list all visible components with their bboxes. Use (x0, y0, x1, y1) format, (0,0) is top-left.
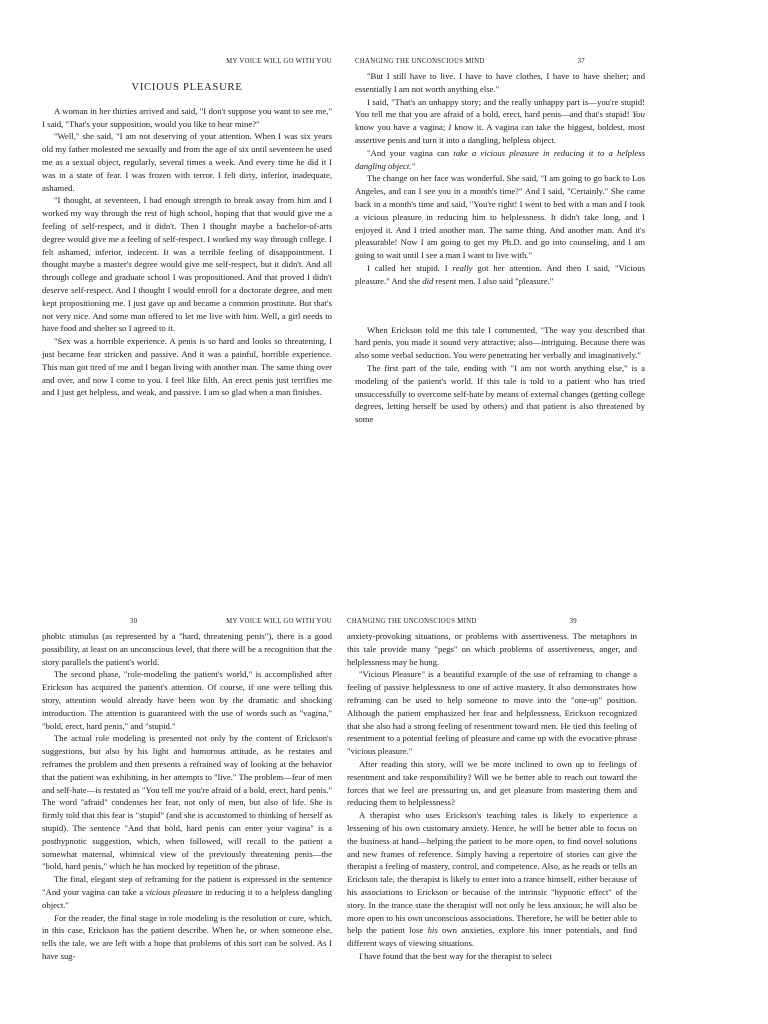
paragraph: I have found that the best way for the therapist to select (359, 950, 552, 961)
running-header (355, 56, 645, 70)
paragraph: After reading this story, will we be more inclined to own up to feelings of resentment and take responsibility? Will we be better able to reach out toward the forces that we feel are pressuring us, and get pleasure from mastering them and reducing them to helplessness? (347, 758, 637, 808)
paragraph: I said, "That's an unhappy story; and the really unhappy part is—you're stupid! You tell me that you are afraid of a bold, erect, hard penis—and that's stupid! You know you have a vagina; I know it. A vagina can take the biggest, boldest, most assertive penis and turn it into a dangling, helpless object. (355, 96, 645, 145)
paragraph: "Vicious Pleasure" is a beautiful example of the use of reframing to change a feeling of passive helplessness to one of active mastery. It also demonstrates how reframing can be used to help someone to move into the "one-up" position. Although the patient emphasized her fear and helplessness, Erickson recognized that she also had a strong feeling of resentment toward men. He tied this feeling of resentment to a potential feeling of pleasure and came up with the evocative phrase "vicious pleasure." (347, 669, 637, 757)
paragraph: phobic stimulus (as represented by a "hard, threatening penis"), there is a good possibility, at least on an unconscious level, that there will be a recognition that the story parallels the patient's world. (42, 631, 332, 667)
paragraph: "And your vagina can take a vicious pleasure in reducing it to a helpless dangling object." (355, 147, 645, 171)
section-gap (355, 288, 645, 324)
page-number: 37 (577, 58, 585, 65)
running-header (347, 616, 637, 630)
header-text: CHANGING THE UNCONSCIOUS MIND (347, 618, 477, 625)
paragraph: The actual role modeling is presented not only by the content of Erickson's suggestions, but also by his light and humorous attitude, as he restates and reframes the problem and then presents a refrained way of looking at the behavior that the patient was exhibiting, in her attempts to "live." The problem—fear of men and self-hate—is restated as "You tell me you're afraid of a bold, erect, hard penis." The word "afraid" condenses her fear, not only of men, but also of life. She is firmly told that this fear is "stupid" (and she is accustomed to thinking of herself as stupid). The sentence "And that bold, hard penis can enter your vagina" is a posthypnotic suggestion, which, when followed, will recall to the patient a somewhat maternal, whimsical view of the previously threatening penis—the "bold, hard penis," which he has mocked by repetition of the phrase. (42, 733, 332, 872)
running-header (42, 616, 332, 630)
paragraph: The change on her face was wonderful. She said, "I am going to go back to Los Angeles, and can I see you in a month's time?" And I said, "Certainly." She came back in a month's time and said, "You're right! I went to bed with a man and I took a vicious pleasure in reducing him to helplessness. It didn't take long, and I enjoyed it. And I tried another man. The same thing. And another man. And it's pleasurable! Now I am going to get my Ph.D. and go into counseling, and I am going to wait until I see a man I want to live with." (355, 173, 645, 261)
header-text: MY VOICE WILL GO WITH YOU (226, 618, 332, 625)
paragraph: When Erickson told me this tale I commented, "The way you described that hard penis, you made it sound very attractive; also—intriguing. Because there was also some verbal seduction. You were penetrating her verbally and imaginatively." (355, 324, 645, 361)
header-text: CHANGING THE UNCONSCIOUS MIND (355, 58, 485, 65)
paragraph: I called her stupid. I really got her attention. And then I said, "Vicious pleasure." And she did resent men. I also said "pleasure." (355, 262, 645, 286)
section-title: VICIOUS PLEASURE (131, 82, 243, 93)
paragraph: The first part of the tale, ending with "I am not worth anything else," is a modeling of the patient's world. If this tale is told to a patient who has tried unsuccessfully to overcome self-hate by means of external changes (getting college degrees, letting herself be used by others) and that patient is also threatened by some (355, 362, 645, 425)
page-top-right (355, 56, 645, 496)
paragraph: "Sex was a horrible experience. A penis is so hard and looks so threatening, I just became fear stricken and passive. And it was a painful, horrible experience. This man got tired of me and I began living with another man. The same thing over and over, and now I come to you. I feel like filth. An erect penis just terrifies me and I just get helpless, and weak, and passive. I am so glad when a man finishes. (42, 336, 332, 398)
paragraph: For the reader, the final stage in role modeling is the resolution or cure, which, in this case, Erickson has the patient describe. When he, or when someone else, tells the tale, we are left with a hope that problems of this sort can be solved. As I have sug- (42, 912, 332, 961)
page-number: 30 (130, 618, 138, 625)
paragraph: "I thought, at seventeen, I had enough strength to break away from him and I worked my way through the rest of high school, hoping that that would give me a feeling of self-respect, and it didn't. Then I thought maybe a bachelor-of-arts degree would give me a feeling of self-respect. I worked my way through college. I felt ashamed, inferior, indecent. It was a terrible feeling of disappointment. I thought maybe a master's degree would give me self-respect, but it didn't. And all through college and graduate school I was propositioned. And that proved I didn't deserve self-respect. And I thought I would enroll for a doctorate degree, and men kept propositioning me. I just gave up and became a common prostitute. But that's not very nice. And some man offered to let me live with him. Well, a girl needs to have food and shelter so I agreed to it. (42, 195, 332, 334)
running-header (42, 56, 332, 70)
paragraph: A woman in her thirties arrived and said, "I don't suppose you want to see me," I said, "That's your supposition, would you like to hear mine?" (42, 105, 332, 129)
paragraph: The second phase, "role-modeling the patient's world," is accomplished after Erickson has acquired the patient's attention. Of course, if one were telling this story, attention would already have been won by the dramatic and shocking introduction. The attention is guaranteed with the use of words such as "vagina," "bold, erect, hard penis," and "stupid." (42, 669, 332, 731)
paragraph: The final, elegant step of reframing for the patient is expressed in the sentence "And your vagina can take a vicious pleasure in reducing it to a helpless dangling object." (42, 874, 332, 910)
paragraph: "Well," she said, "I am not deserving of your attention. When I was six years old my father molested me sexually and from the age of six until seventeen he used me as a sexual object, regularly, several times a week. And every time he did it I was in a state of fear. I was frozen with terror. I felt dirty, inferior, inadequate, ashamed. (42, 131, 332, 193)
paragraph: anxiety-provoking situations, or problems with assertiveness. The metaphors in this tale provide many "pegs" on which problems of assertiveness, anger, and helplessness may be hung. (347, 631, 637, 667)
page-bottom-left (42, 616, 332, 1024)
paragraph: "But I still have to live. I have to have clothes, I have to have shelter; and essentially I am not worth anything else." (355, 71, 645, 94)
paragraph: A therapist who uses Erickson's teaching tales is likely to experience a lessening of his own customary anxiety. Hence, he will be better able to focus on the business at hand—helping the patient to be more open, to find novel solutions and new frames of reference. Simply having a repertoire of stories can give the therapist a feeling of mastery, control, and competence. Also, as he reads or tells an Erickson tale, the therapist is likely to enter into a trance himself, either because of his associations to Erickson or because of the intrinsic "hypnotic effect" of the story. In the trance state the therapist will not only be less anxious; he will also be more open to his own unconscious associations. Therefore, he will be better able to help the patient lose his own anxieties, explore his inner potentials, and find different ways of viewing situations. (347, 810, 637, 949)
page-bottom-right (347, 616, 637, 1024)
header-text: MY VOICE WILL GO WITH YOU (226, 58, 332, 65)
page-top-left (42, 56, 332, 496)
page-number: 39 (569, 618, 577, 625)
